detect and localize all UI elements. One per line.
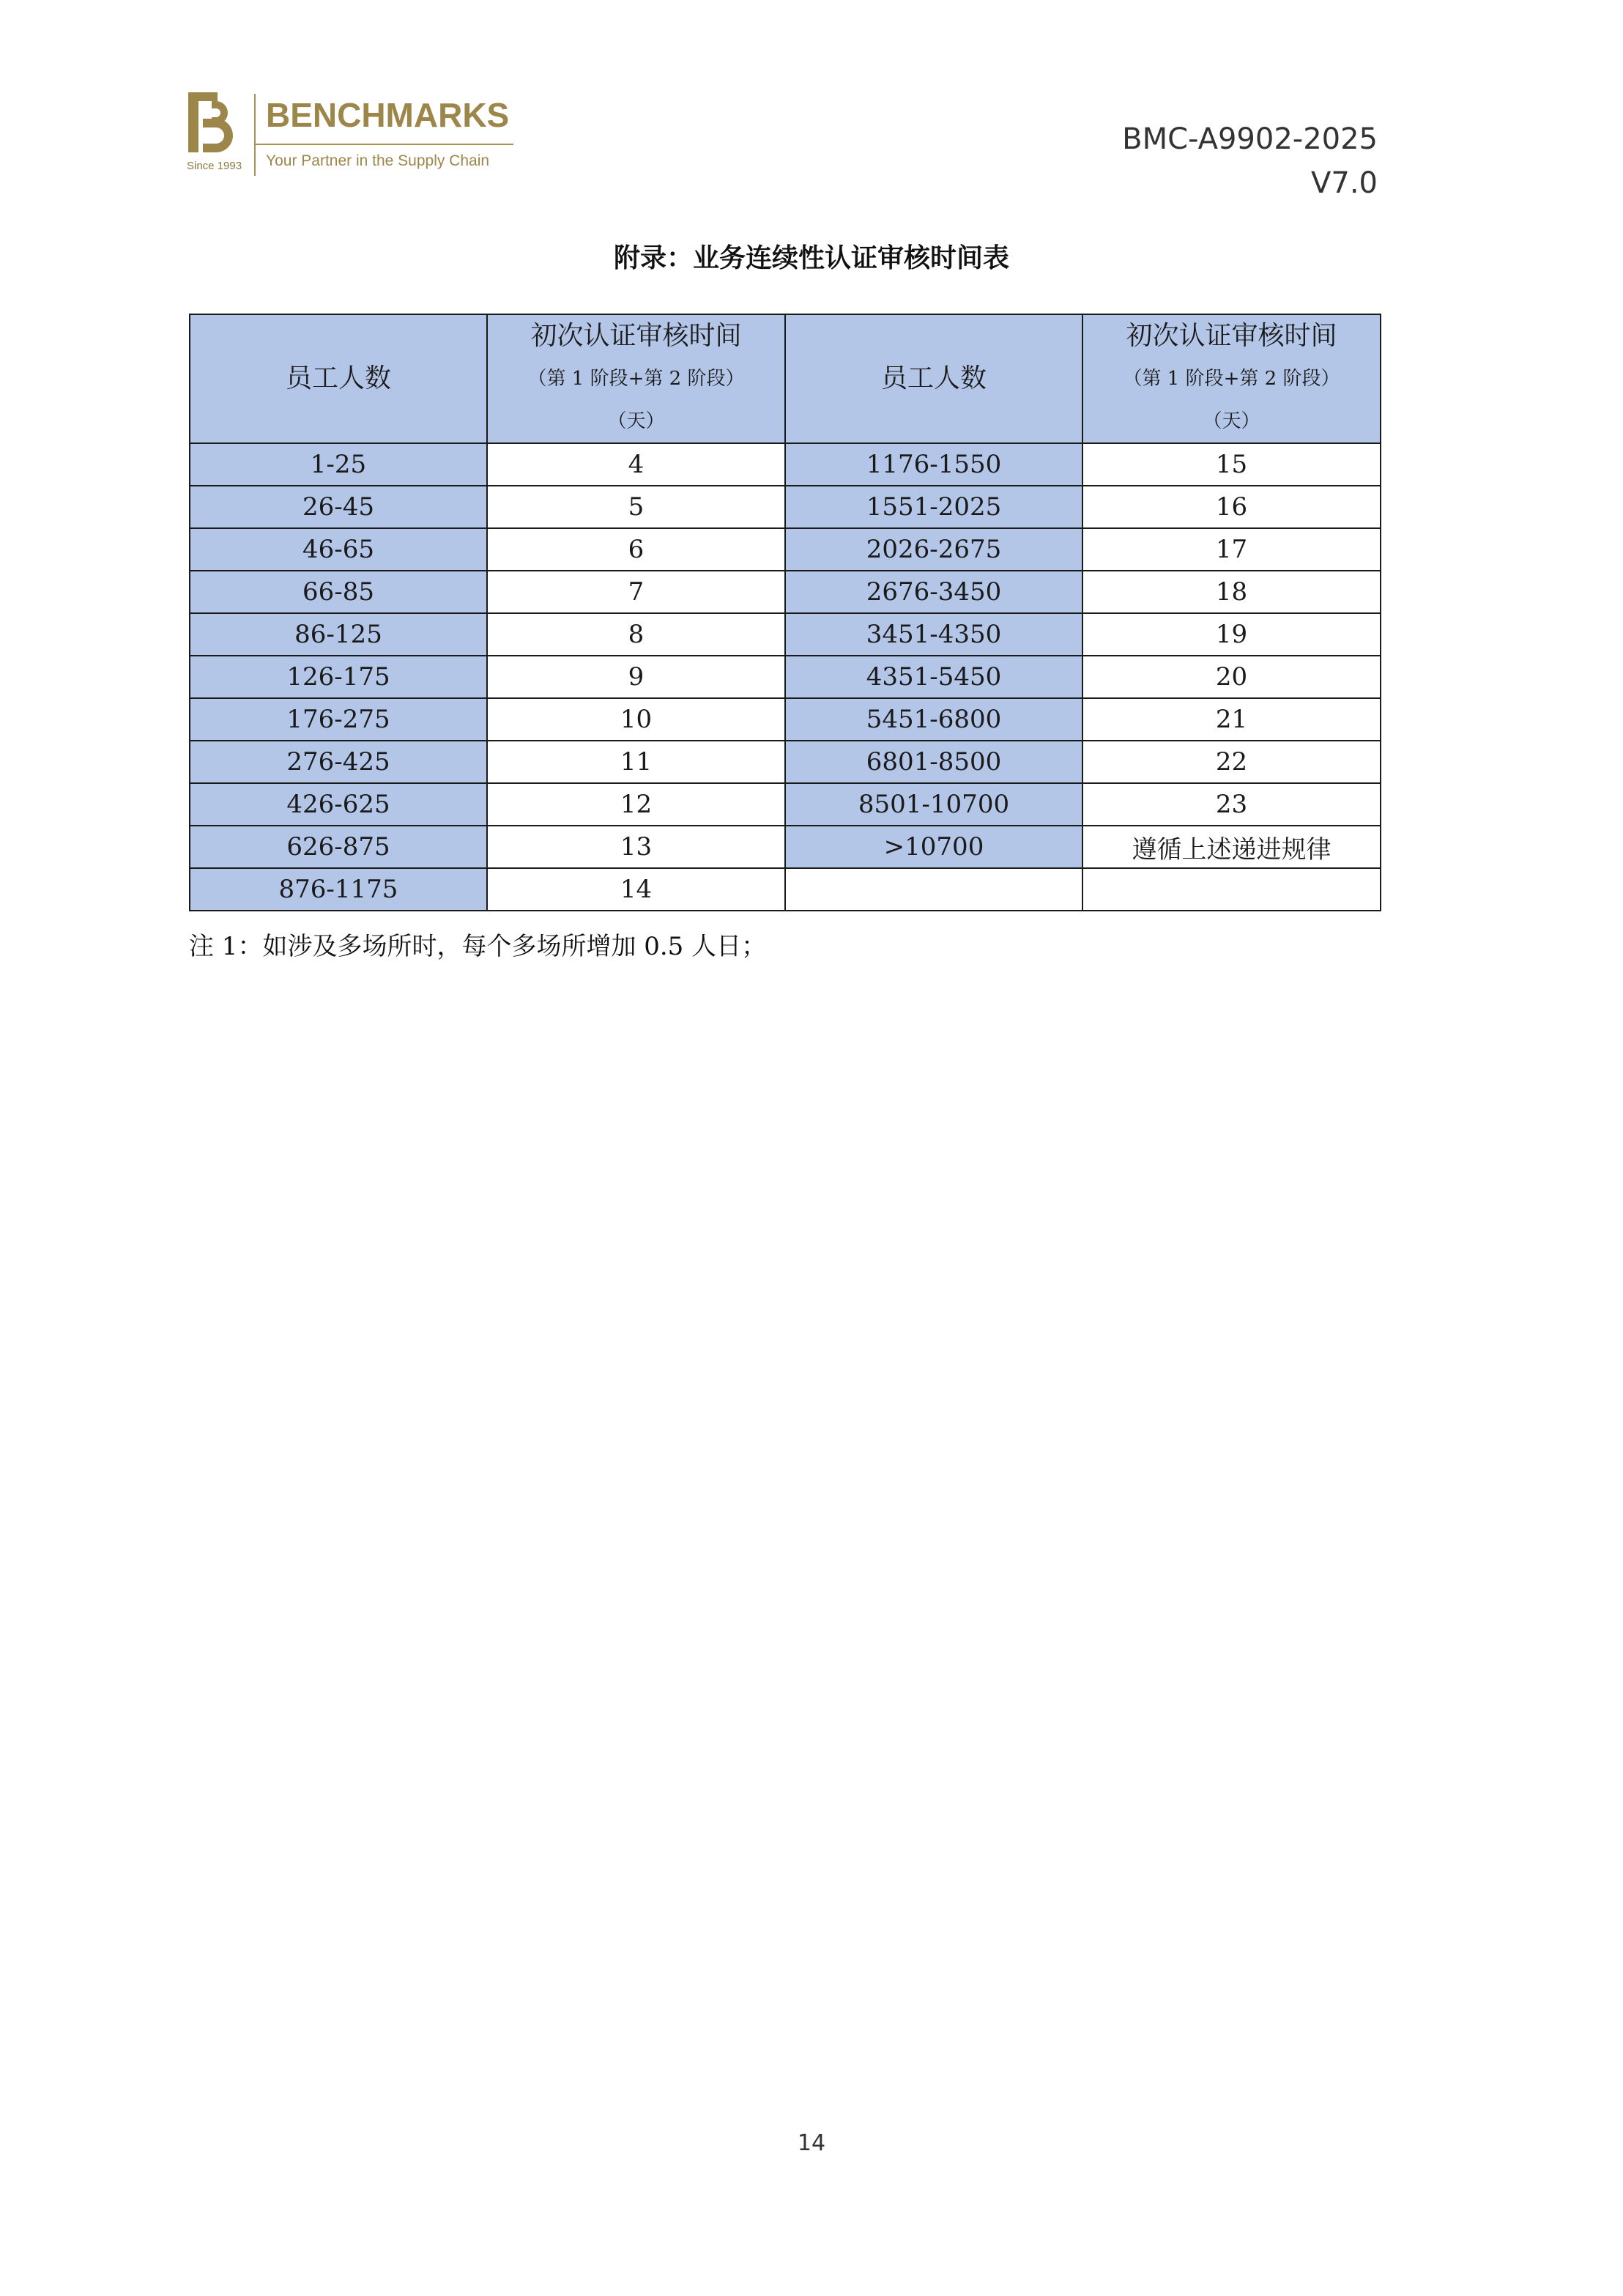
header-duration-right: 初次认证审核时间 （第 1 阶段+第 2 阶段） （天） [1082,314,1381,443]
table-row [190,741,1381,783]
header-employees-right: 员工人数 [785,314,1082,443]
audit-days-cell: 14 [487,868,785,911]
audit-days-cell: 16 [1082,486,1381,528]
audit-days-cell: 15 [1082,443,1381,486]
audit-days-cell: 23 [1082,783,1381,826]
employee-range-cell: 4351-5450 [785,656,1082,698]
audit-days-cell: 4 [487,443,785,486]
employee-range-cell: 426-625 [190,783,487,826]
audit-days-cell: 遵循上述递进规律 [1082,826,1381,868]
audit-days-cell: 20 [1082,656,1381,698]
company-logo [187,89,524,185]
audit-days-cell: 13 [487,826,785,868]
bp-monogram-icon [187,89,238,163]
employee-range-cell: 126-175 [190,656,487,698]
logo-wordmark: BENCHMARKS [266,96,510,134]
employee-range-cell: 3451-4350 [785,613,1082,656]
employee-range-cell: 26-45 [190,486,487,528]
audit-days-cell: 8 [487,613,785,656]
audit-days-cell: 11 [487,741,785,783]
employee-range-cell: 6801-8500 [785,741,1082,783]
audit-duration-table [189,314,1381,911]
employee-range-cell: 66-85 [190,571,487,613]
employee-range-cell: 46-65 [190,528,487,571]
table-row [190,528,1381,571]
employee-range-cell: 8501-10700 [785,783,1082,826]
employee-range-cell: 176-275 [190,698,487,741]
document-version: V7.0 [1311,166,1378,200]
table-row [190,443,1381,486]
table-header-row [190,314,1381,443]
audit-days-cell: 19 [1082,613,1381,656]
audit-days-cell: 17 [1082,528,1381,571]
employee-range-cell: 876-1175 [190,868,487,911]
table-row [190,868,1381,911]
empty-cell [1082,868,1381,911]
audit-days-cell: 12 [487,783,785,826]
audit-days-cell: 5 [487,486,785,528]
employee-range-cell: 2026-2675 [785,528,1082,571]
page-number: 14 [797,2130,826,2156]
employee-range-cell: 2676-3450 [785,571,1082,613]
employee-range-cell: 626-875 [190,826,487,868]
audit-days-cell: 7 [487,571,785,613]
table-row [190,826,1381,868]
table-row [190,698,1381,741]
logo-divider [254,94,256,176]
logo-rule [254,144,513,145]
page-title: 附录：业务连续性认证审核时间表 [613,243,1009,273]
table-row [190,613,1381,656]
employee-range-cell: >10700 [785,826,1082,868]
audit-days-cell: 18 [1082,571,1381,613]
employee-range-cell: 86-125 [190,613,487,656]
employee-range-cell: 1176-1550 [785,443,1082,486]
table-row [190,656,1381,698]
document-code: BMC-A9902-2025 [1122,122,1378,156]
audit-days-cell: 10 [487,698,785,741]
empty-cell [785,868,1082,911]
table-row [190,571,1381,613]
document-id-block [1122,117,1378,205]
header-employees-left: 员工人数 [190,314,487,443]
audit-days-cell: 22 [1082,741,1381,783]
employee-range-cell: 1551-2025 [785,486,1082,528]
footnote: 注 1：如涉及多场所时，每个多场所增加 0.5 人日； [189,932,767,961]
employee-range-cell: 1-25 [190,443,487,486]
table-row [190,486,1381,528]
logo-since-text: Since 1993 [187,160,242,172]
logo-tagline: Your Partner in the Supply Chain [266,152,490,169]
audit-days-cell: 21 [1082,698,1381,741]
employee-range-cell: 276-425 [190,741,487,783]
audit-days-cell: 6 [487,528,785,571]
employee-range-cell: 5451-6800 [785,698,1082,741]
table-row [190,783,1381,826]
audit-days-cell: 9 [487,656,785,698]
header-duration-left: 初次认证审核时间 （第 1 阶段+第 2 阶段） （天） [487,314,785,443]
